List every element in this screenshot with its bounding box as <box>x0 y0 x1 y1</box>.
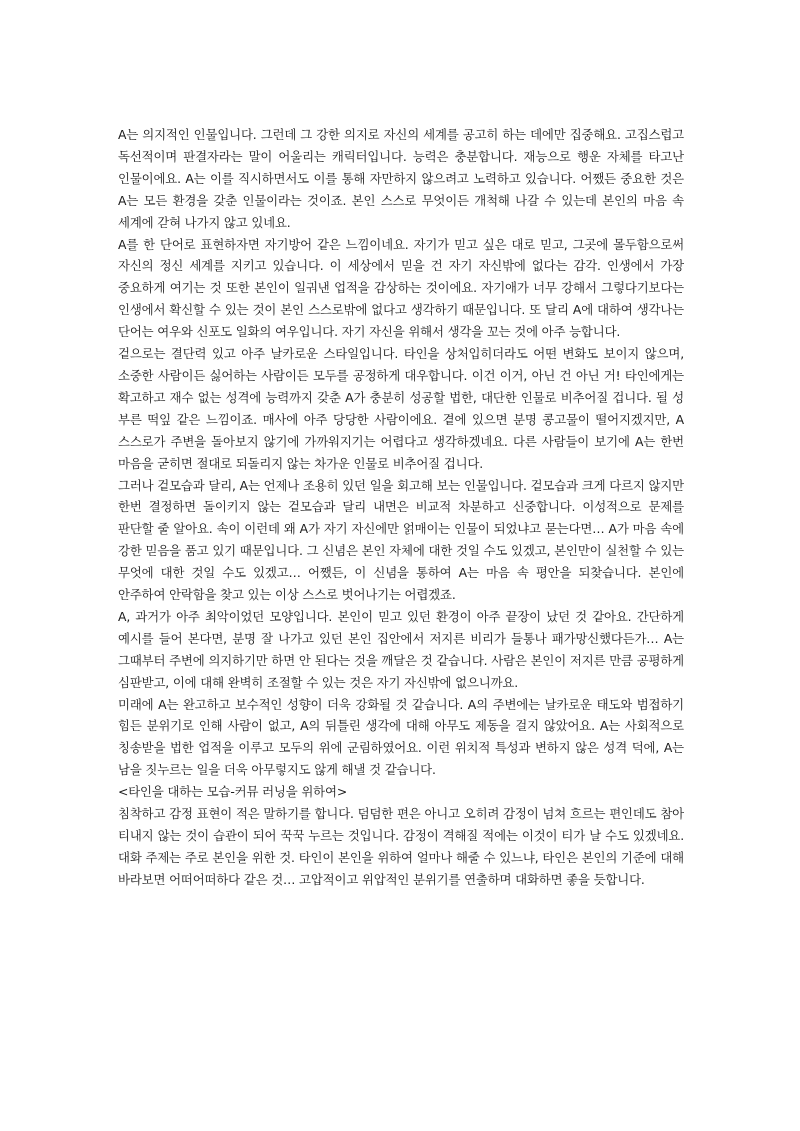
paragraph-speech-style: 침착하고 감정 표현이 적은 말하기를 합니다. 덤덤한 편은 아니고 오히려 감정이 넘쳐 흐르는 편인데도 참아 티내지 않는 것이 습관이 되어 꾹꾹 누르는 것입니다. 감정이 격해질 적에는 이것이 티가 날 수도 있겠네요. 대화 주제는 주로 본인을 위한 것. 타인이 본인을 위하여 얼마나 해줄 수 있느냐, 타인은 본인의 기준에 대해 바라보면 어떠어떠하다 같은 것… 고압적이고 위압적인 분위기를 연출하며 대화하면 좋을 듯합니다. <box>118 806 684 887</box>
section-heading: <타인을 대하는 모습-커뮤 러닝을 위하여> <box>118 784 348 800</box>
paragraph-inner-self: 그러나 겉모습과 달리, A는 언제나 조용히 있던 일을 회고해 보는 인물입니다. 겉모습과 크게 다르지 않지만 한번 결정하면 돌이키지 않는 겉모습과 달리 내면은 비교적 차분하고 신중합니다. 이성적으로 문제를 판단할 줄 알아요. 속이 이런데 왜 A가 자기 자신에만 얽매이는 인물이 되었냐고 묻는다면… A가 마음 속에 강한 믿음을 품고 있기 때문입니다. 그 신념은 본인 자체에 대한 것일 수도 있겠고, 본인만이 실천할 수 있는 무엇에 대한 것일 수도 있겠고… 어쨌든, 이 신념을 통하여 A는 마음 속 평안을 되찾습니다. 본인에 안주하여 안락함을 찾고 있는 이상 스스로 벗어나기는 어렵겠죠. <box>118 477 684 603</box>
paragraph-outward-appearance: 겉으로는 결단력 있고 아주 날카로운 스타일입니다. 타인을 상처입히더라도 어떤 변화도 보이지 않으며, 소중한 사람이든 싫어하는 사람이든 모두를 공정하게 대우합니다. 이건 이거, 아닌 건 아닌 거! 타인에게는 확고하고 재수 없는 성격에 능력까지 갖춘 A가 충분히 성공할 법한, 대단한 인물로 비추어질 겁니다. 될 성 부른 떡잎 같은 느낌이죠. 매사에 아주 당당한 사람이에요. 곁에 있으면 분명 콩고물이 떨어지겠지만, A 스스로가 주변을 돌아보지 않기에 가까워지기는 어렵다고 생각하겠네요. 다른 사람들이 보기에 A는 한번 마음을 굳히면 절대로 되돌리지 않는 차가운 인물로 비추어질 겁니다. <box>118 346 684 471</box>
paragraph-future: 미래에 A는 완고하고 보수적인 성향이 더욱 강화될 것 같습니다. A의 주변에는 날카로운 태도와 범접하기 힘든 분위기로 인해 사람이 없고, A의 뒤틀린 생각에 대해 아무도 제동을 걸지 않았어요. A는 사회적으로 칭송받을 법한 업적을 이루고 모두의 위에 군림하였어요. 이런 위치적 특성과 변하지 않은 성격 덕에, A는 남을 짓누르는 일을 더욱 아무렇지도 않게 해낼 것 같습니다. <box>118 696 684 778</box>
paragraph-past: A, 과거가 아주 최악이었던 모양입니다. 본인이 믿고 있던 환경이 아주 끝장이 났던 것 같아요. 간단하게 예시를 들어 본다면, 분명 잘 나가고 있던 본인 집안에서 저지른 비리가 들통나 패가망신했다든가… A는 그때부터 주변에 의지하기만 하면 안 된다는 것을 깨달은 것 같습니다. 사람은 본인이 저지른 만큼 공평하게 심판받고, 이에 대해 완벽히 조절할 수 있는 것은 자기 자신밖에 없으니까요. <box>118 608 684 690</box>
paragraph-character-overview: A는 의지적인 인물입니다. 그런데 그 강한 의지로 자신의 세계를 공고히 하는 데에만 집중해요. 고집스럽고 독선적이며 판결자라는 말이 어울리는 캐릭터입니다. 능력은 충분합니다. 재능으로 행운 자체를 타고난 인물이에요. A는 이를 직시하면서도 이를 통해 자만하지 않으려고 노력하고 있습니다. 어쨌든 중요한 것은 A는 모든 환경을 갖춘 인물이라는 것이죠. 본인 스스로 무엇이든 개척해 나갈 수 있는데 본인의 마음 속 세계에 갇혀 나가지 않고 있네요. <box>118 127 684 230</box>
document-body <box>118 124 684 891</box>
paragraph-self-defense: A를 한 단어로 표현하자면 자기방어 같은 느낌이네요. 자기가 믿고 싶은 대로 믿고, 그곳에 몰두함으로써 자신의 정신 세계를 지키고 있습니다. 이 세상에서 믿을 건 자기 자신밖에 없다는 감각. 인생에서 가장 중요하게 여기는 것 또한 본인이 일궈낸 업적을 감상하는 것이에요. 자기애가 너무 강해서 그렇다기보다는 인생에서 확신할 수 있는 것이 본인 스스로밖에 없다고 생각하기 때문입니다. 또 달리 A에 대하여 생각나는 단어는 여우와 신포도 일화의 여우입니다. 자기 자신을 위해서 생각을 꼬는 것에 아주 능합니다. <box>118 236 684 340</box>
